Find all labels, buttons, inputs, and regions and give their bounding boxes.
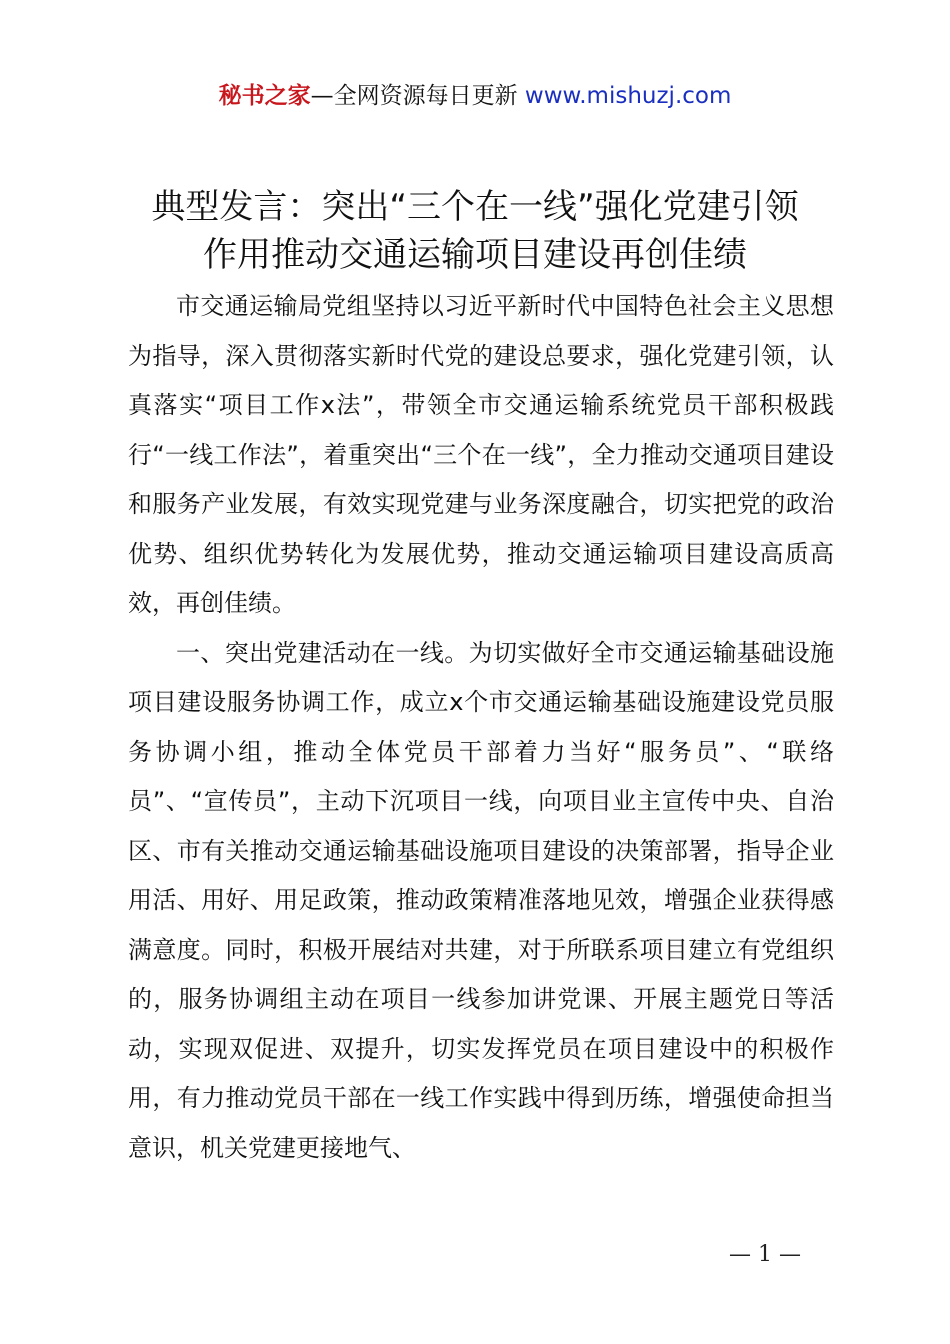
document-title [60, 183, 890, 279]
site-tagline: —全网资源每日更新 [310, 83, 518, 109]
paragraph-intro: 市交通运输局党组坚持以习近平新时代中国特色社会主义思想为指导，深入贯彻落实新时代党的建设总要求，强化党建引领，认真落实“项目工作x法”，带领全市交通运输系统党员干部积极践行“一线工作法”，着重突出“三个在一线”，全力推动交通项目建设和服务产业发展，有效实现党建与业务深度融合，切实把党的政治优势、组织优势转化为发展优势，推动交通运输项目建设高质高效，再创佳绩。 [128, 292, 834, 617]
document-title-line-2: 作用推动交通运输项目建设再创佳绩 [203, 235, 747, 275]
document-title-line-1: 典型发言：突出“三个在一线”强化党建引领 [151, 187, 799, 227]
site-header [0, 80, 950, 112]
document-body [128, 282, 834, 1173]
site-url[interactable]: www.mishuzj.com [524, 83, 732, 109]
paragraph-section-1: 一、突出党建活动在一线。为切实做好全市交通运输基础设施项目建设服务协调工作，成立x个市交通运输基础设施建设党员服务协调小组，推动全体党员干部着力当好“服务员”、“联络员”、“宣传员”，主动下沉项目一线，向项目业主宣传中央、自治区、市有关推动交通运输基础设施项目建设的决策部署，指导企业用活、用好、用足政策，推动政策精准落地见效，增强企业获得感满意度。同时，积极开展结对共建，对于所联系项目建立有党组织的，服务协调组主动在项目一线参加讲党课、开展主题党日等活动，实现双促进、双提升，切实发挥党员在项目建设中的积极作用，有力推动党员干部在一线工作实践中得到历练，增强使命担当意识，机关党建更接地气、 [128, 638, 834, 1162]
site-brand: 秘书之家 [218, 83, 311, 109]
page-number: — 1 — [729, 1242, 801, 1267]
